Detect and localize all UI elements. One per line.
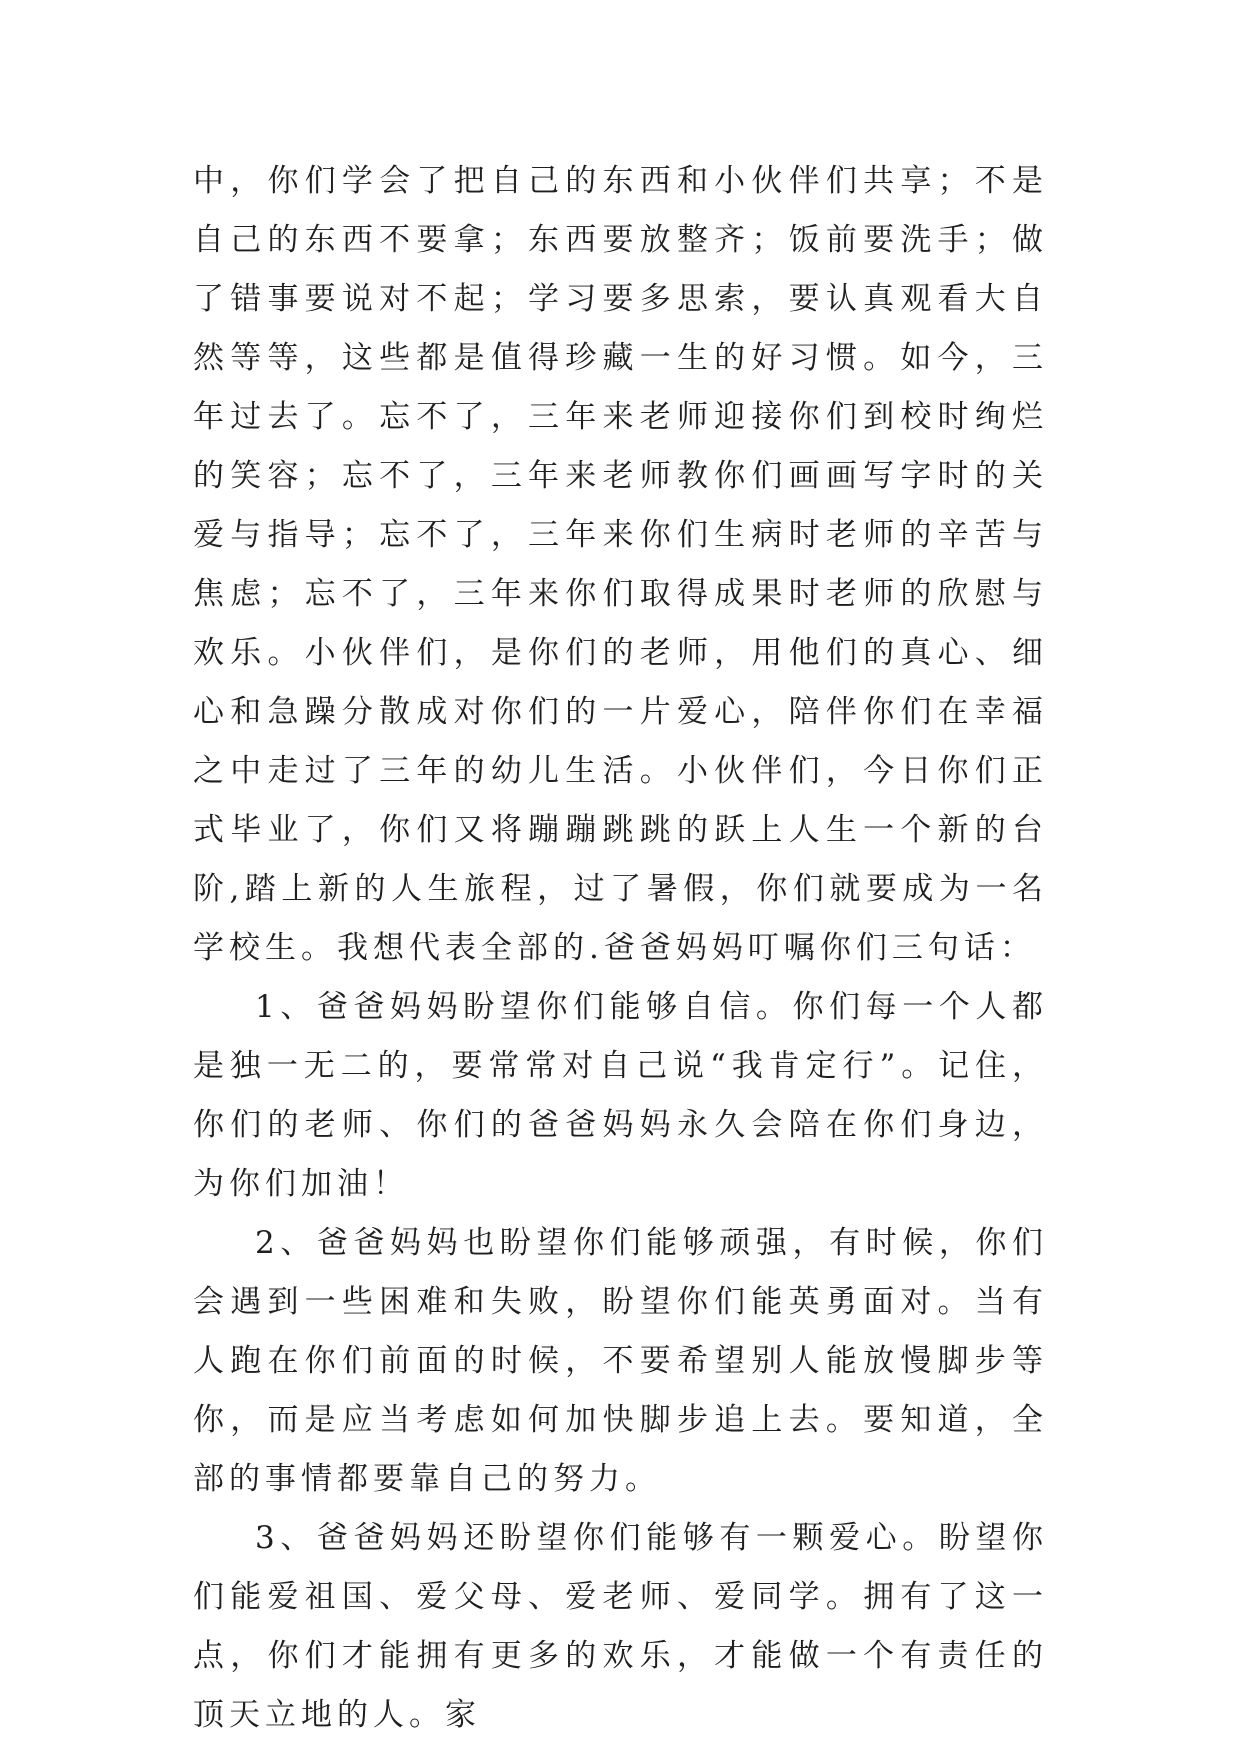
paragraph-point-3: 3、爸爸妈妈还盼望你们能够有一颗爱心。盼望你们能爱祖国、爱父母、爱老师、爱同学。拥有了这一点，你们才能拥有更多的欢乐，才能做一个有责任的顶天立地的人。家 xyxy=(193,1520,1048,1733)
paragraph-point-1: 1、爸爸妈妈盼望你们能够自信。你们每一个人都是独一无二的，要常常对自己说“我肯定行”。记住，你们的老师、你们的爸爸妈妈永久会陪在你们身边，为你们加油！ xyxy=(193,989,1048,1202)
document-body xyxy=(193,152,1048,1745)
paragraph-continuation: 中，你们学会了把自己的东西和小伙伴们共享；不是自己的东西不要拿；东西要放整齐；饭前要洗手；做了错事要说对不起；学习要多思索，要认真观看大自然等等，这些都是值得珍藏一生的好习惯。如今，三年过去了。忘不了，三年来老师迎接你们到校时绚烂的笑容；忘不了，三年来老师教你们画画写字时的关爱与指导；忘不了，三年来你们生病时老师的辛苦与焦虑；忘不了，三年来你们取得成果时老师的欣慰与欢乐。小伙伴们，是你们的老师，用他们的真心、细心和急躁分散成对你们的一片爱心，陪伴你们在幸福之中走过了三年的幼儿生活。小伙伴们，今日你们正式毕业了，你们又将蹦蹦跳跳的跃上人生一个新的台阶,踏上新的人生旅程，过了暑假，你们就要成为一名学校生。我想代表全部的.爸爸妈妈叮嘱你们三句话： xyxy=(193,163,1048,966)
paragraph-point-2: 2、爸爸妈妈也盼望你们能够顽强，有时候，你们会遇到一些困难和失败，盼望你们能英勇面对。当有人跑在你们前面的时候，不要希望别人能放慢脚步等你，而是应当考虑如何加快脚步追上去。要知道，全部的事情都要靠自己的努力。 xyxy=(193,1225,1048,1497)
